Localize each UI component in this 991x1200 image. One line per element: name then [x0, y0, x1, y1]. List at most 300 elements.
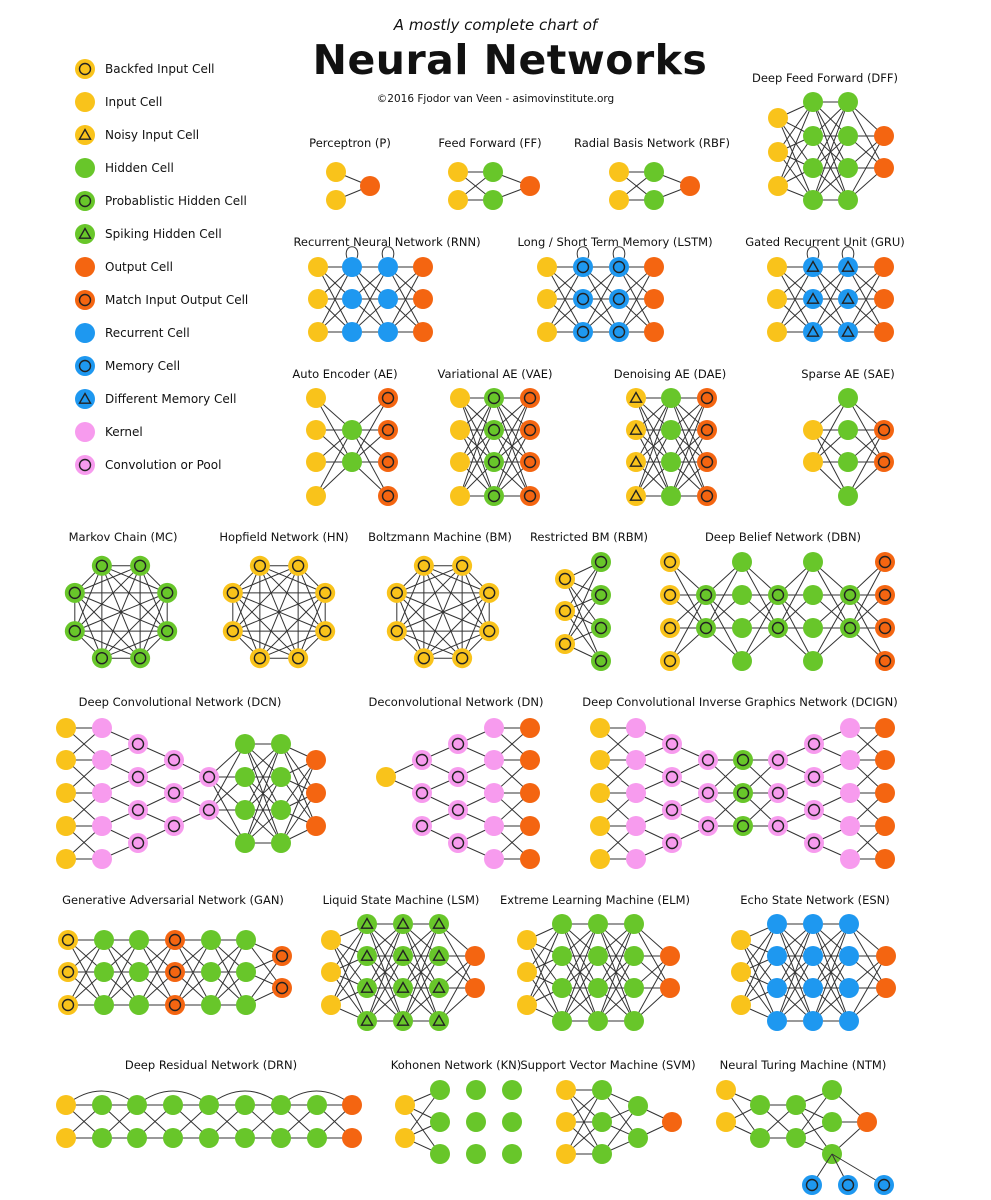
- cell-c: [698, 783, 718, 803]
- cell-c: [164, 816, 184, 836]
- nodes-svm: [556, 1080, 682, 1164]
- title-rnn: Recurrent Neural Network (RNN): [293, 235, 481, 249]
- cell-o: [875, 718, 895, 738]
- chart-title: Neural Networks: [312, 36, 708, 84]
- cell-h: [236, 995, 256, 1015]
- cell-h: [732, 585, 752, 605]
- network-gan: [58, 930, 292, 1015]
- cell-h: [838, 126, 858, 146]
- cell-i: [56, 849, 76, 869]
- cell-r: [378, 289, 398, 309]
- nodes-dcign: [590, 718, 895, 869]
- cell-h: [592, 1144, 612, 1164]
- cell-i: [395, 1128, 415, 1148]
- title-dcign: Deep Convolutional Inverse Graphics Network (DCIGN): [582, 695, 898, 709]
- cell-sh: [393, 978, 413, 998]
- cell-mo: [165, 995, 185, 1015]
- network-kn: [395, 1080, 522, 1164]
- cell-c: [412, 816, 432, 836]
- cell-o: [342, 1128, 362, 1148]
- cell-h: [624, 946, 644, 966]
- cell-mo: [378, 486, 398, 506]
- cell-mo: [874, 452, 894, 472]
- cell-ph: [733, 750, 753, 770]
- chart-credit: ©2016 Fjodor van Veen - asimovinstitute.org: [376, 93, 615, 105]
- cell-h: [786, 1128, 806, 1148]
- cell-sh: [429, 914, 449, 934]
- cell-h: [201, 962, 221, 982]
- cell-h: [466, 1144, 486, 1164]
- cell-ph: [157, 621, 177, 641]
- cell-sh: [393, 1011, 413, 1031]
- cell-c: [128, 734, 148, 754]
- cell-ph: [484, 420, 504, 440]
- cell-o: [342, 1095, 362, 1115]
- title-vae: Variational AE (VAE): [437, 367, 553, 381]
- network-rnn: [308, 247, 433, 342]
- cell-c: [804, 800, 824, 820]
- cell-o: [874, 158, 894, 178]
- cell-r: [342, 289, 362, 309]
- cell-bi: [58, 930, 78, 950]
- cell-k: [484, 849, 504, 869]
- cell-h: [624, 914, 644, 934]
- cell-h: [624, 978, 644, 998]
- cell-ph: [591, 651, 611, 671]
- cell-bi: [387, 621, 407, 641]
- cell-i: [803, 452, 823, 472]
- cell-o: [660, 946, 680, 966]
- cell-c: [448, 734, 468, 754]
- cell-ph: [768, 618, 788, 638]
- cell-m: [874, 1175, 894, 1195]
- cell-h: [235, 1095, 255, 1115]
- cell-h: [822, 1080, 842, 1100]
- cell-bi: [660, 552, 680, 572]
- cell-h: [127, 1128, 147, 1148]
- cell-m: [573, 289, 593, 309]
- cell-c: [768, 783, 788, 803]
- network-elm: [517, 914, 680, 1031]
- network-dff: [768, 92, 894, 210]
- cell-ph: [840, 618, 860, 638]
- cell-k: [626, 750, 646, 770]
- cell-ph: [840, 585, 860, 605]
- cell-k: [840, 718, 860, 738]
- cell-h: [94, 995, 114, 1015]
- cell-o: [875, 849, 895, 869]
- cell-o: [875, 783, 895, 803]
- title-esn: Echo State Network (ESN): [740, 893, 890, 907]
- cell-o: [306, 750, 326, 770]
- cell-h: [163, 1095, 183, 1115]
- cell-dm: [838, 322, 858, 342]
- legend-label: Output Cell: [105, 260, 173, 274]
- cell-m: [609, 289, 629, 309]
- cell-i: [590, 750, 610, 770]
- cell-c: [698, 816, 718, 836]
- cell-bi: [58, 995, 78, 1015]
- cell-mo: [875, 618, 895, 638]
- cell-o: [520, 176, 540, 196]
- nodes-ae: [306, 388, 398, 506]
- cell-dm: [803, 257, 823, 277]
- cell-h: [502, 1144, 522, 1164]
- cell-k: [92, 750, 112, 770]
- cell-c: [164, 750, 184, 770]
- cell-h: [624, 1011, 644, 1031]
- cell-ni: [626, 486, 646, 506]
- cell-h: [271, 734, 291, 754]
- cell-h: [588, 914, 608, 934]
- title-elm: Extreme Learning Machine (ELM): [499, 893, 691, 907]
- cell-h: [661, 486, 681, 506]
- title-mc: Markov Chain (MC): [68, 530, 178, 544]
- cell-i: [56, 718, 76, 738]
- cell-h: [644, 190, 664, 210]
- cell-bi: [452, 556, 472, 576]
- title-dae: Denoising AE (DAE): [613, 367, 727, 381]
- cell-c: [448, 800, 468, 820]
- cell-m: [609, 257, 629, 277]
- cell-i: [395, 1095, 415, 1115]
- cell-o: [520, 718, 540, 738]
- legend-label: Probablistic Hidden Cell: [105, 194, 247, 208]
- cell-h: [552, 914, 572, 934]
- edges-mc: [75, 566, 167, 658]
- cell-i: [56, 1128, 76, 1148]
- cell-h: [644, 162, 664, 182]
- title-ae: Auto Encoder (AE): [292, 367, 398, 381]
- cell-ph: [591, 585, 611, 605]
- cell-h: [803, 552, 823, 572]
- cell-h: [199, 1128, 219, 1148]
- cell-o: [876, 978, 896, 998]
- cell-h: [235, 767, 255, 787]
- cell-c: [768, 816, 788, 836]
- title-svm: Support Vector Machine (SVM): [520, 1058, 696, 1072]
- nodes-ff: [448, 162, 540, 210]
- cell-m: [573, 322, 593, 342]
- cell-c: [412, 783, 432, 803]
- cell-c: [804, 767, 824, 787]
- cell-i: [768, 108, 788, 128]
- cell-i: [450, 388, 470, 408]
- title-dbn: Deep Belief Network (DBN): [704, 530, 862, 544]
- network-hn: [223, 556, 335, 668]
- cell-dm: [838, 289, 858, 309]
- cell-h: [430, 1144, 450, 1164]
- cell-i: [517, 962, 537, 982]
- cell-h: [483, 190, 503, 210]
- edges-svm: [566, 1090, 672, 1154]
- cell-h: [822, 1112, 842, 1132]
- cell-c: [199, 800, 219, 820]
- cell-c: [128, 767, 148, 787]
- cell-i: [767, 322, 787, 342]
- cell-i: [537, 257, 557, 277]
- cell-mo: [874, 420, 894, 440]
- cell-mo: [165, 962, 185, 982]
- network-ae: [306, 388, 398, 506]
- cell-bi: [315, 621, 335, 641]
- network-dn: [376, 718, 540, 869]
- cell-i: [308, 257, 328, 277]
- title-lsm: Liquid State Machine (LSM): [322, 893, 480, 907]
- cell-h: [628, 1096, 648, 1116]
- nodes-dae: [626, 388, 717, 506]
- cell-k: [484, 718, 504, 738]
- legend-label: Different Memory Cell: [105, 392, 237, 406]
- cell-mo: [697, 388, 717, 408]
- cell-o: [413, 257, 433, 277]
- cell-i: [56, 750, 76, 770]
- cell-i: [517, 930, 537, 950]
- cell-k: [484, 783, 504, 803]
- cell-o: [520, 816, 540, 836]
- network-ntm: [716, 1080, 894, 1195]
- cell-r: [839, 978, 859, 998]
- cell-o: [857, 1112, 877, 1132]
- nodes-rbm: [555, 552, 611, 671]
- cell-c: [164, 783, 184, 803]
- nodes-dcn: [56, 718, 326, 869]
- cell-h: [661, 388, 681, 408]
- cell-ni: [626, 420, 646, 440]
- cell-o: [520, 783, 540, 803]
- cell-i: [556, 1112, 576, 1132]
- cell-ph: [696, 585, 716, 605]
- cell-o: [644, 289, 664, 309]
- cell-bi: [223, 583, 243, 603]
- cell-i: [590, 849, 610, 869]
- cell-ph: [484, 388, 504, 408]
- legend-label: Kernel: [105, 425, 143, 439]
- cell-k: [484, 816, 504, 836]
- cell-c: [199, 767, 219, 787]
- cell-bi: [223, 621, 243, 641]
- cell-mo: [378, 420, 398, 440]
- cell-mo: [165, 930, 185, 950]
- cell-mo: [697, 486, 717, 506]
- cell-r: [803, 978, 823, 998]
- title-rbf: Radial Basis Network (RBF): [573, 136, 731, 150]
- cell-i: [768, 176, 788, 196]
- title-rbm: Restricted BM (RBM): [529, 530, 649, 544]
- cell-o: [680, 176, 700, 196]
- cell-k: [840, 783, 860, 803]
- cell-mo: [875, 552, 895, 572]
- cell-sh: [429, 1011, 449, 1031]
- cell-bi: [58, 962, 78, 982]
- cell-h: [342, 420, 362, 440]
- edges-dbn: [670, 562, 885, 661]
- cell-h: [732, 651, 752, 671]
- cell-i: [321, 962, 341, 982]
- cell-h: [838, 190, 858, 210]
- cell-mo: [520, 486, 540, 506]
- cell-h: [803, 126, 823, 146]
- legend-label: Recurrent Cell: [105, 326, 190, 340]
- cell-c: [662, 833, 682, 853]
- cell-mo: [520, 420, 540, 440]
- cell-sh: [357, 978, 377, 998]
- cell-h: [750, 1095, 770, 1115]
- cell-o: [662, 1112, 682, 1132]
- cell-ph: [733, 816, 753, 836]
- cell-bi: [288, 556, 308, 576]
- cell-r: [767, 1011, 787, 1031]
- network-mc: [65, 556, 177, 668]
- cell-o: [360, 176, 380, 196]
- title-dn: Deconvolutional Network (DN): [368, 695, 544, 709]
- cell-bi: [555, 634, 575, 654]
- cell-h: [732, 618, 752, 638]
- cell-i: [716, 1112, 736, 1132]
- title-bm: Boltzmann Machine (BM): [368, 530, 512, 544]
- cell-o: [874, 322, 894, 342]
- cell-o: [520, 750, 540, 770]
- network-sae: [803, 388, 894, 506]
- cell-k: [92, 718, 112, 738]
- cell-m: [573, 257, 593, 277]
- cell-dm: [803, 322, 823, 342]
- cell-h: [502, 1080, 522, 1100]
- cell-i: [306, 388, 326, 408]
- cell-h: [750, 1128, 770, 1148]
- cell-i: [308, 322, 328, 342]
- cell-i: [376, 767, 396, 787]
- cell-sh: [429, 946, 449, 966]
- network-drn: [56, 1091, 362, 1148]
- cell-h: [163, 1128, 183, 1148]
- cell-m: [609, 322, 629, 342]
- cell-h: [92, 1128, 112, 1148]
- cell-dm: [838, 257, 858, 277]
- cell-h: [129, 995, 149, 1015]
- cell-i: [716, 1080, 736, 1100]
- cell-bi: [288, 648, 308, 668]
- cell-i: [537, 322, 557, 342]
- cell-r: [803, 946, 823, 966]
- title-dff: Deep Feed Forward (DFF): [751, 71, 899, 85]
- edges-lsm: [331, 924, 475, 1021]
- edges-elm: [527, 924, 670, 1021]
- cell-h: [129, 930, 149, 950]
- cell-k: [840, 816, 860, 836]
- cell-i: [450, 452, 470, 472]
- cell-i: [56, 1095, 76, 1115]
- cell-h: [199, 1095, 219, 1115]
- cell-bi: [660, 651, 680, 671]
- cell-ph: [65, 621, 85, 641]
- nodes-sae: [803, 388, 894, 506]
- cell-h: [271, 1128, 291, 1148]
- cell-h: [342, 452, 362, 472]
- cell-k: [840, 849, 860, 869]
- cell-h: [592, 1112, 612, 1132]
- cell-mo: [520, 452, 540, 472]
- cell-ph: [92, 648, 112, 668]
- cell-i: [731, 995, 751, 1015]
- nodes-p: [326, 162, 380, 210]
- legend-label: Hidden Cell: [105, 161, 174, 175]
- cell-h: [94, 930, 114, 950]
- cell-h: [307, 1128, 327, 1148]
- cell-i: [767, 289, 787, 309]
- cell-o: [875, 750, 895, 770]
- cell-o: [520, 849, 540, 869]
- cell-i: [321, 930, 341, 950]
- cell-ph: [65, 583, 85, 603]
- cell-ph: [157, 583, 177, 603]
- nodes-rbf: [609, 162, 700, 210]
- cell-ph: [591, 618, 611, 638]
- cell-h: [552, 1011, 572, 1031]
- title-p: Perceptron (P): [309, 136, 391, 150]
- cell-i: [450, 486, 470, 506]
- legend-label: Input Cell: [105, 95, 163, 109]
- cell-c: [804, 734, 824, 754]
- network-ff: [448, 162, 540, 210]
- cell-i: [448, 190, 468, 210]
- cell-r: [839, 946, 859, 966]
- cell-o: [306, 783, 326, 803]
- cell-i: [306, 486, 326, 506]
- edges-hn: [233, 566, 325, 658]
- cell-c: [128, 833, 148, 853]
- edges-rnn: [318, 247, 423, 332]
- cell-r: [342, 322, 362, 342]
- cell-i: [609, 162, 629, 182]
- cell-i: [306, 452, 326, 472]
- cell-h: [838, 388, 858, 408]
- cell-h: [129, 962, 149, 982]
- title-dcn: Deep Convolutional Network (DCN): [78, 695, 282, 709]
- cell-k: [484, 750, 504, 770]
- cell-h: [803, 651, 823, 671]
- cell-h: [838, 452, 858, 472]
- title-ntm: Neural Turing Machine (NTM): [719, 1058, 887, 1072]
- cell-h: [235, 734, 255, 754]
- cell-sh: [393, 946, 413, 966]
- cell-i: [590, 718, 610, 738]
- cell-sh: [429, 978, 449, 998]
- cell-mo: [378, 452, 398, 472]
- cell-i: [609, 190, 629, 210]
- cell-c: [804, 833, 824, 853]
- cell-k: [92, 816, 112, 836]
- cell-bi: [250, 648, 270, 668]
- edges-dff: [778, 102, 884, 200]
- cell-o: [874, 289, 894, 309]
- cell-mo: [875, 651, 895, 671]
- cell-bi: [315, 583, 335, 603]
- cell-o: [660, 978, 680, 998]
- cell-h: [236, 930, 256, 950]
- legend-label: Backfed Input Cell: [105, 62, 215, 76]
- cell-i: [803, 420, 823, 440]
- cell-o: [875, 816, 895, 836]
- cell-bi: [555, 601, 575, 621]
- cell-i: [326, 190, 346, 210]
- cell-c: [768, 750, 788, 770]
- legend-label: Spiking Hidden Cell: [105, 227, 222, 241]
- title-hn: Hopfield Network (HN): [219, 530, 349, 544]
- legend-label: Convolution or Pool: [105, 458, 222, 472]
- cell-o: [644, 257, 664, 277]
- cell-o: [874, 257, 894, 277]
